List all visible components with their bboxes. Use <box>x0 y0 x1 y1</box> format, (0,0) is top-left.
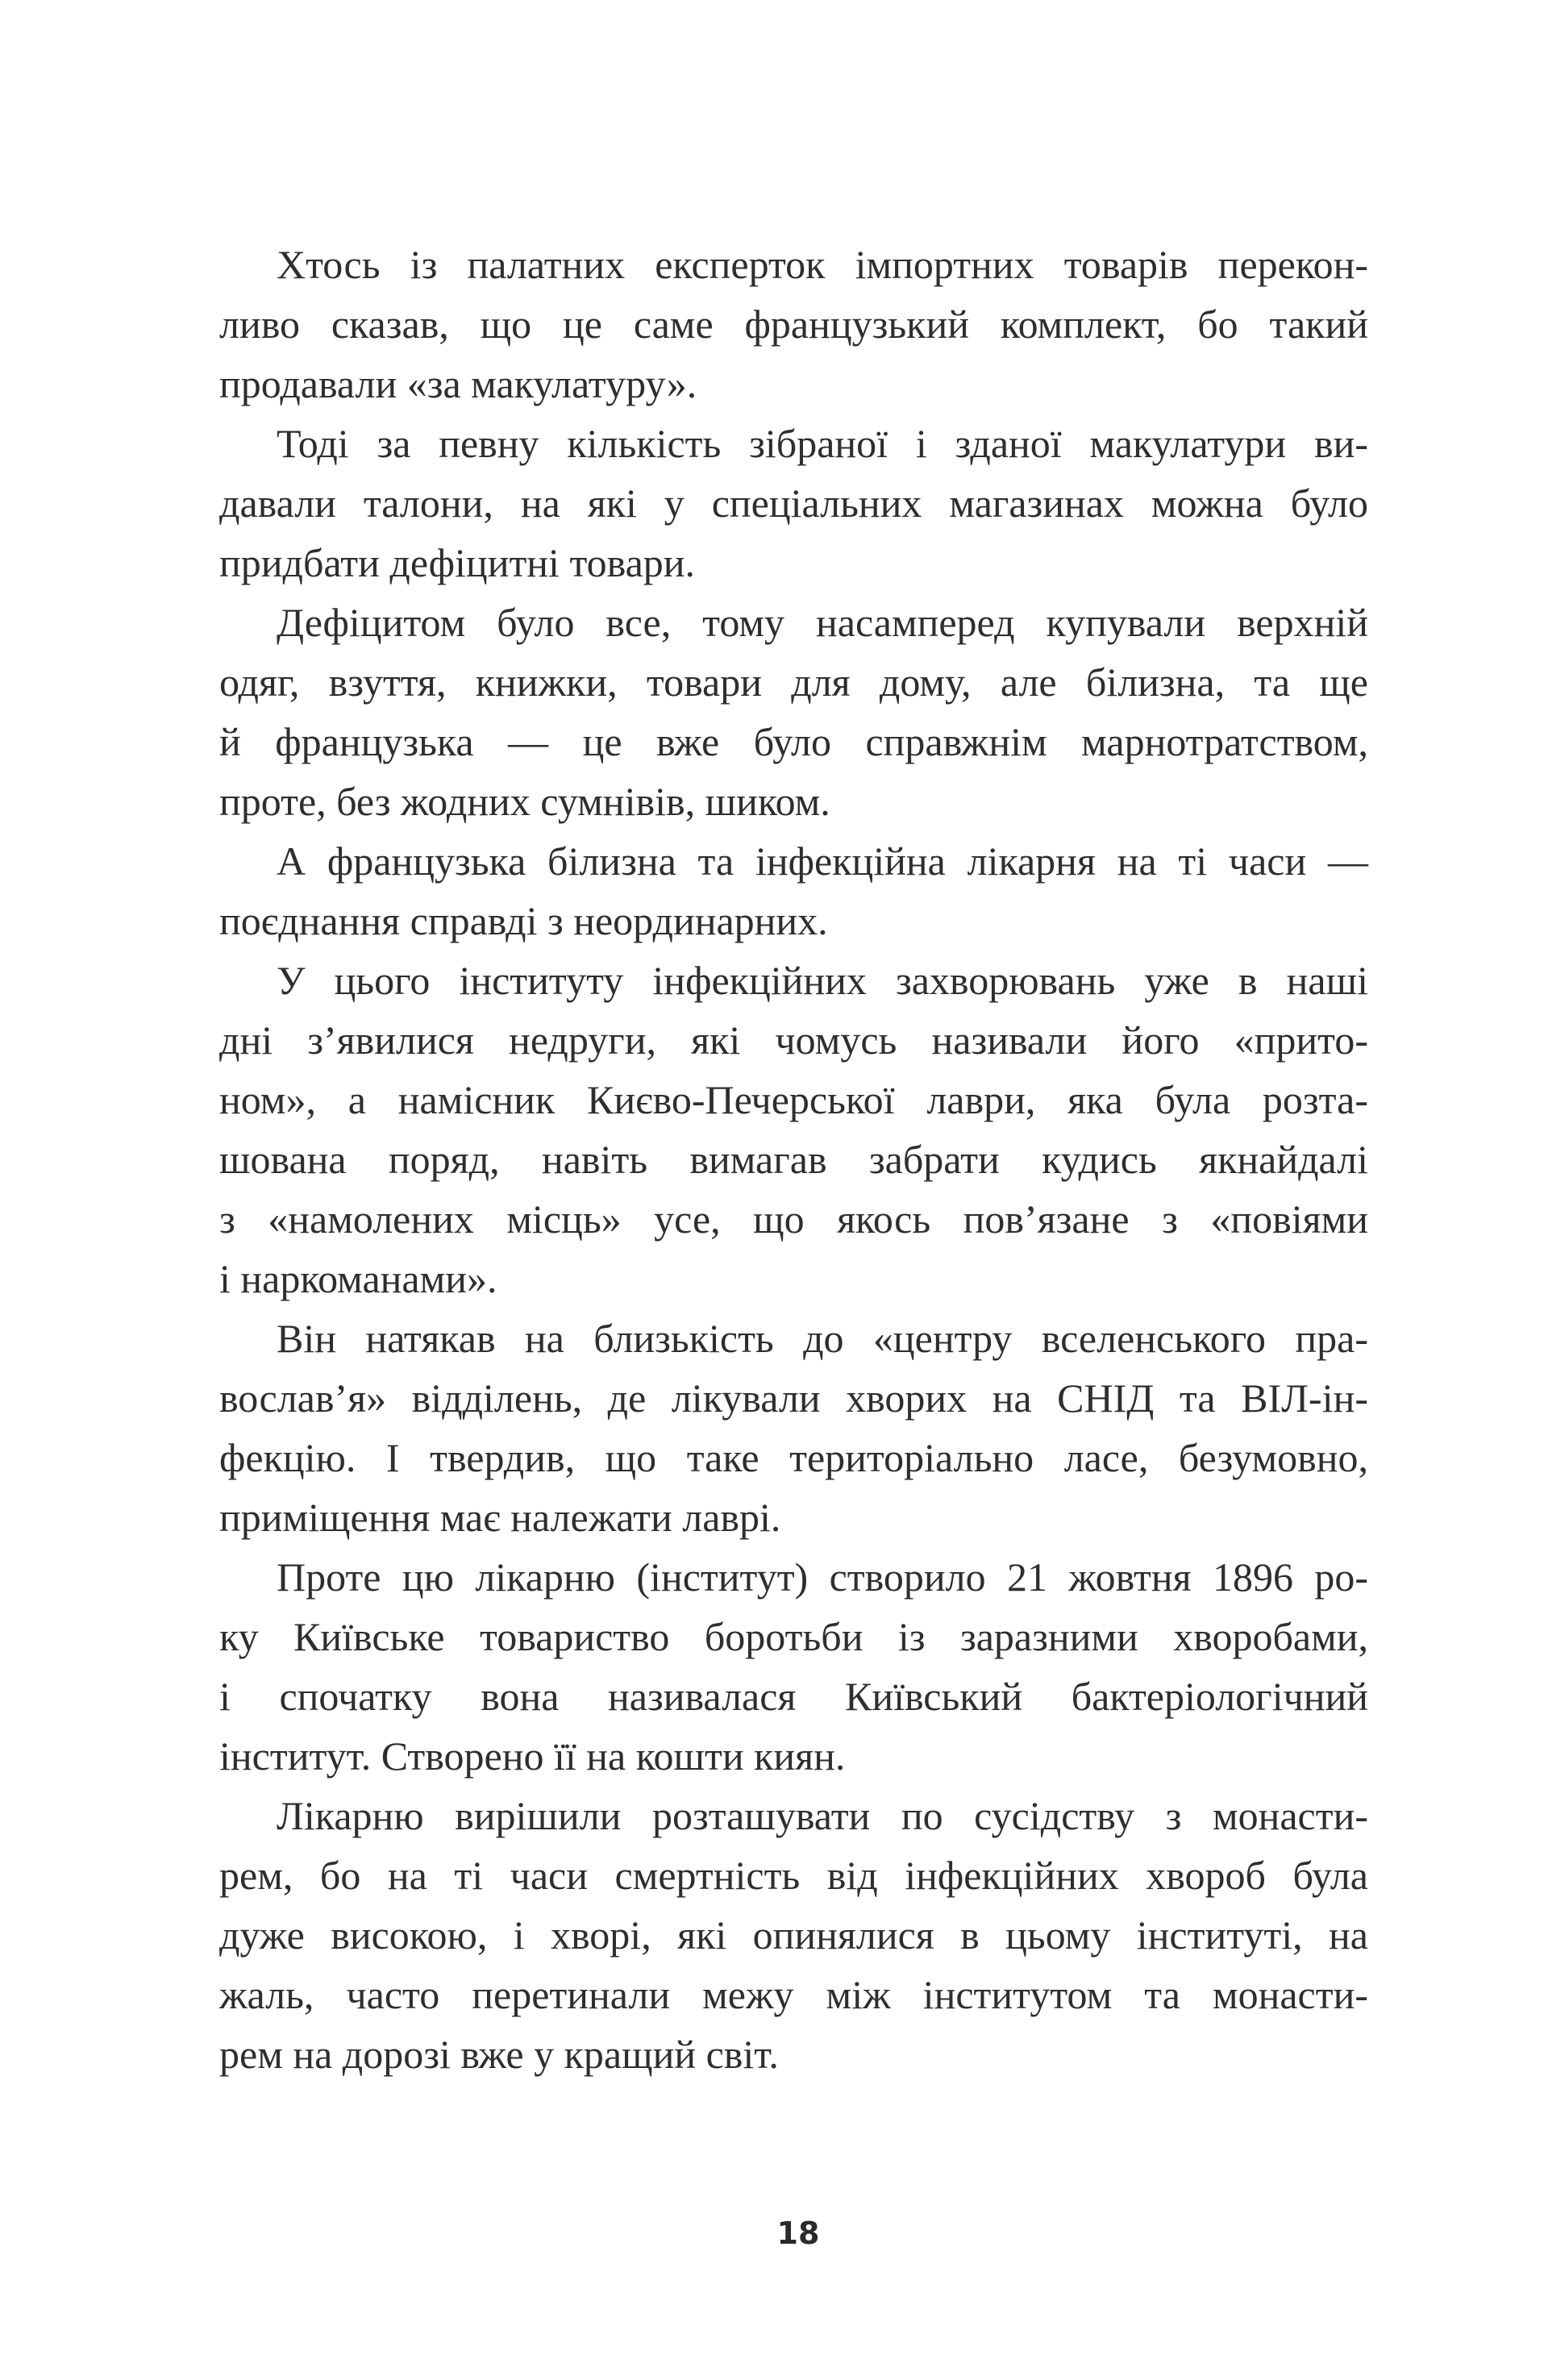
paragraph <box>219 1786 1368 2084</box>
text-line: одяг, взуття, книжки, товари для дому, але білизна, та ще <box>219 659 1368 705</box>
text-line: жаль, часто перетинали межу між інститутом та монасти- <box>219 1972 1368 2017</box>
text-line: Лікарню вирішили розташувати по сусідству з монасти- <box>277 1793 1368 1838</box>
text-line: і спочатку вона називалася Київський бактеріологічний <box>219 1674 1368 1719</box>
text-line: ку Київське товариство боротьби із заразними хворобами, <box>219 1614 1368 1659</box>
text-line: приміщення має належати лаврі. <box>219 1495 781 1540</box>
text-line: інститут. Створено її на кошти киян. <box>219 1733 846 1779</box>
text-line: продавали «за макулатуру». <box>219 361 697 406</box>
text-line: з «намолених місць» усе, що якось пов’язане з «повіями <box>219 1196 1368 1242</box>
text-line: Дефіцитом було все, тому насамперед купували верхній <box>277 600 1368 645</box>
paragraph <box>219 831 1368 951</box>
paragraph <box>219 414 1368 593</box>
text-line: У цього інституту інфекційних захворювань уже в наші <box>277 958 1368 1003</box>
paragraph <box>219 1309 1368 1547</box>
text-line: і наркоманами». <box>219 1256 497 1301</box>
text-line: Тоді за певну кількість зібраної і зданої макулатури ви- <box>277 421 1368 466</box>
text-line: рем, бо на ті часи смертність від інфекційних хвороб була <box>219 1853 1368 1898</box>
text-line: придбати дефіцитні товари. <box>219 540 696 585</box>
text-line: поєднання справді з неординарних. <box>219 898 828 943</box>
paragraph <box>219 235 1368 414</box>
text-line: вослав’я» відділень, де лікували хворих на СНІД та ВІЛ-ін- <box>219 1375 1368 1421</box>
body-text <box>219 235 1368 2084</box>
text-line: фекцію. І твердив, що таке територіально ласе, безумовно, <box>219 1435 1368 1480</box>
text-line: Хтось із палатних експерток імпортних товарів перекон- <box>277 242 1368 287</box>
text-line: А французька білизна та інфекційна лікарня на ті часи — <box>277 838 1368 884</box>
text-line: проте, без жодних сумнівів, шиком. <box>219 779 830 824</box>
paragraph <box>219 1547 1368 1786</box>
paragraph <box>219 593 1368 831</box>
text-line: Проте цю лікарню (інститут) створило 21 жовтня 1896 ро- <box>277 1554 1368 1600</box>
text-line: й французька — це вже було справжнім марнотратством, <box>219 719 1368 764</box>
text-line: дні з’явилися недруги, які чомусь називали його «прито- <box>219 1017 1368 1063</box>
paragraph <box>219 951 1368 1309</box>
text-line: давали талони, на які у спеціальних магазинах можна було <box>219 481 1368 526</box>
page-number: 18 <box>776 2216 820 2251</box>
text-line: дуже високою, і хворі, які опинялися в цьому інституті, на <box>219 1912 1368 1958</box>
text-line: рем на дорозі вже у кращий світ. <box>219 2032 779 2077</box>
text-line: ливо сказав, що це саме французький комплект, бо такий <box>219 302 1368 347</box>
text-line: шована поряд, навіть вимагав забрати кудись якнайдалі <box>219 1137 1368 1182</box>
text-line: Він натякав на близькість до «центру вселенського пра- <box>277 1316 1368 1361</box>
text-line: ном», а намісник Києво-Печерської лаври, яка була розта- <box>219 1077 1368 1122</box>
